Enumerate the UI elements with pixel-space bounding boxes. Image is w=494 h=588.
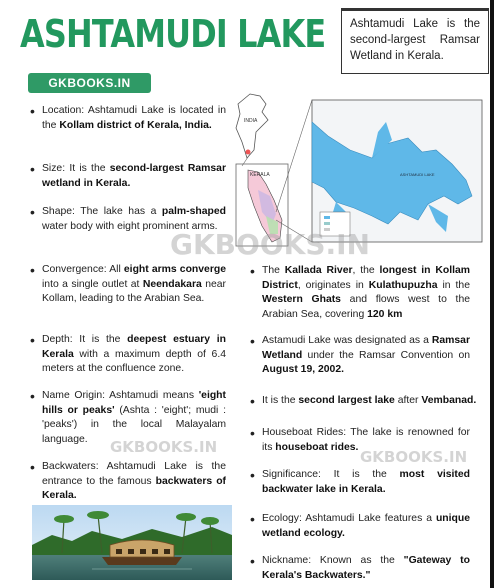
india-map-outline [236, 94, 268, 158]
right-fact-item: • The Kallada River, the longest in Kollam District, originates in Kulathupuzha in the Western Ghats and flows west to the Arabian Sea, covering 120 km [250, 264, 470, 322]
ashtamudi-location-map [232, 92, 484, 250]
kerala-map-label: KERALA [250, 172, 270, 178]
watermark-text: GKBOOKS.IN [360, 448, 468, 466]
watermark-text: GKBOOKS.IN [170, 228, 370, 261]
india-map-label: INDIA [244, 118, 258, 124]
right-fact-item: • Nickname: Known as the "Gateway to Kerala's Backwaters." [250, 554, 470, 583]
page-edge-border [490, 0, 494, 588]
right-fact-item: • It is the second largest lake after Vembanad. [250, 394, 488, 409]
watermark-text: GKBOOKS.IN [110, 438, 218, 456]
brand-badge: GKBOOKS.IN [28, 73, 151, 93]
left-fact-item: • Name Origin: Ashtamudi means 'eight hills or peaks' (Ashta : 'eight'; mudi : 'peaks') in the local Malayalam language. [30, 389, 226, 447]
lake-map-label: ASHTAMUDI LAKE [400, 172, 435, 177]
right-fact-item: • Astamudi Lake was designated as a Ramsar Wetland under the Ramsar Convention on August 19, 2002. [250, 334, 470, 378]
left-fact-item: • Size: It is the second-largest Ramsar wetland in Kerala. [30, 162, 226, 191]
right-fact-item: • Ecology: Ashtamudi Lake features a unique wetland ecology. [250, 512, 470, 541]
kerala-marker-icon [246, 150, 251, 155]
right-fact-item: • Significance: It is the most visited backwater lake in Kerala. [250, 468, 470, 497]
houseboat-photo [32, 505, 232, 580]
houseboat-icon [102, 540, 182, 565]
left-fact-item: • Location: Ashtamudi Lake is located in the Kollam district of Kerala, India. [30, 104, 226, 133]
page-title: ASHTAMUDI LAKE [20, 12, 326, 56]
summary-box: Ashtamudi Lake is the second-largest Ramsar Wetland in Kerala. [341, 8, 489, 74]
right-fact-item: • Houseboat Rides: The lake is renowned for its houseboat rides. [250, 426, 470, 455]
left-fact-item: • Depth: It is the deepest estuary in Kerala with a maximum depth of 6.4 meters at the confluence zone. [30, 333, 226, 377]
left-fact-item: • Convergence: All eight arms converge into a single outlet at Neendakara near Kollam, leading to the Arabian Sea. [30, 263, 226, 307]
left-fact-item: • Backwaters: Ashtamudi Lake is the entrance to the famous backwaters of Kerala. [30, 460, 226, 504]
left-fact-item: • Shape: The lake has a palm-shaped water body with eight prominent arms. [30, 205, 226, 234]
